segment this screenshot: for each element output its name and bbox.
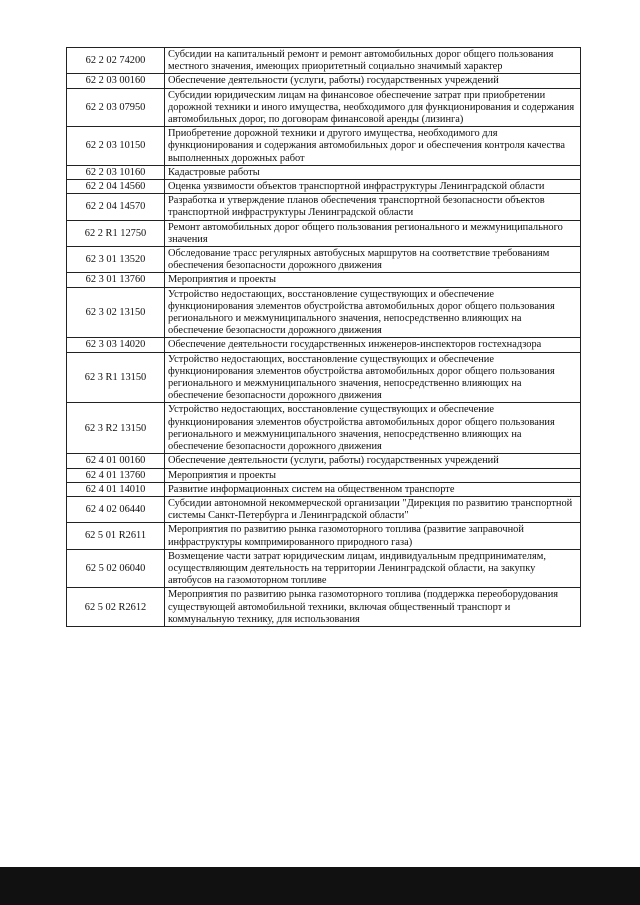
target-article-description: Кадастровые работы xyxy=(165,165,581,179)
table-row xyxy=(67,88,581,127)
target-article-description: Мероприятия и проекты xyxy=(165,468,581,482)
target-article-description: Приобретение дорожной техники и другого имущества, необходимого для функционирования и содержания автомобильных дорог и обеспечения контроля качества выполненных дорожных работ xyxy=(165,127,581,166)
target-article-description: Устройство недостающих, восстановление существующих и обеспечение функционирования элементов обустройства автомобильных дорог общего пользования регионального и межмуниципального значения, непосредственно влияющих на обеспечение безопасности дорожного движения xyxy=(165,352,581,403)
target-article-code: 62 2 04 14570 xyxy=(67,194,165,220)
table-row xyxy=(67,247,581,273)
table-row xyxy=(67,194,581,220)
table-row xyxy=(67,549,581,588)
target-article-description: Мероприятия по развитию рынка газомоторного топлива (поддержка переоборудования существующей автомобильной техники, включая общественный транспорт и коммунальную технику, для использования xyxy=(165,588,581,627)
target-article-code: 62 5 01 R2611 xyxy=(67,523,165,549)
target-article-description: Устройство недостающих, восстановление существующих и обеспечение функционирования элементов обустройства автомобильных дорог общего пользования регионального и межмуниципального значения, непосредственно влияющих на обеспечение безопасности дорожного движения xyxy=(165,287,581,338)
target-article-code: 62 3 01 13520 xyxy=(67,247,165,273)
table-row xyxy=(67,180,581,194)
target-article-code: 62 2 02 74200 xyxy=(67,48,165,74)
table-row xyxy=(67,523,581,549)
table-row xyxy=(67,74,581,88)
target-article-description: Обеспечение деятельности (услуги, работы) государственных учреждений xyxy=(165,454,581,468)
table-body xyxy=(67,48,581,627)
target-article-code: 62 2 03 10160 xyxy=(67,165,165,179)
target-article-description: Субсидии на капитальный ремонт и ремонт автомобильных дорог общего пользования местного значения, имеющих приоритетный социально значимый характер xyxy=(165,48,581,74)
table-row xyxy=(67,273,581,287)
target-article-description: Мероприятия по развитию рынка газомоторного топлива (развитие заправочной инфраструктуры компримированного природного газа) xyxy=(165,523,581,549)
table-row xyxy=(67,482,581,496)
target-article-code: 62 2 03 10150 xyxy=(67,127,165,166)
table-row xyxy=(67,127,581,166)
target-article-code: 62 3 02 13150 xyxy=(67,287,165,338)
target-article-description: Развитие информационных систем на общественном транспорте xyxy=(165,482,581,496)
target-article-description: Обеспечение деятельности государственных инженеров-инспекторов гостехнадзора xyxy=(165,338,581,352)
target-article-code: 62 3 01 13760 xyxy=(67,273,165,287)
table-row xyxy=(67,468,581,482)
target-article-description: Мероприятия и проекты xyxy=(165,273,581,287)
table-row xyxy=(67,352,581,403)
target-article-description: Устройство недостающих, восстановление существующих и обеспечение функционирования элементов обустройства автомобильных дорог общего пользования регионального и межмуниципального значения, непосредственно влияющих на обеспечение безопасности дорожного движения xyxy=(165,403,581,454)
target-article-code: 62 3 03 14020 xyxy=(67,338,165,352)
table-row xyxy=(67,588,581,627)
scan-bottom-border xyxy=(0,867,640,905)
table-row xyxy=(67,403,581,454)
target-article-code: 62 5 02 06040 xyxy=(67,549,165,588)
target-article-code: 62 4 01 13760 xyxy=(67,468,165,482)
target-article-description: Обследование трасс регулярных автобусных маршрутов на соответствие требованиям обеспечения безопасности дорожного движения xyxy=(165,247,581,273)
target-article-description: Субсидии автономной некоммерческой организации "Дирекция по развитию транспортной системы Санкт-Петербурга и Ленинградской области" xyxy=(165,496,581,522)
table-row xyxy=(67,496,581,522)
target-article-code: 62 2 03 00160 xyxy=(67,74,165,88)
table-row xyxy=(67,338,581,352)
table-row xyxy=(67,287,581,338)
target-article-code: 62 4 02 06440 xyxy=(67,496,165,522)
target-article-description: Ремонт автомобильных дорог общего пользования регионального и межмуниципального значения xyxy=(165,220,581,246)
target-article-description: Возмещение части затрат юридическим лицам, индивидуальным предпринимателям, осуществляющим деятельность на территории Ленинградской области, на закупку автобусов на газомоторном топливе xyxy=(165,549,581,588)
target-article-code: 62 2 03 07950 xyxy=(67,88,165,127)
target-article-description: Оценка уязвимости объектов транспортной инфраструктуры Ленинградской области xyxy=(165,180,581,194)
table-row xyxy=(67,220,581,246)
table-row xyxy=(67,165,581,179)
table-row xyxy=(67,454,581,468)
target-article-description: Субсидии юридическим лицам на финансовое обеспечение затрат при приобретении дорожной техники и иного имущества, необходимого для функционирования и содержания автомобильных дорог, по договорам финансовой аренды (лизинга) xyxy=(165,88,581,127)
target-article-code: 62 2 R1 12750 xyxy=(67,220,165,246)
target-article-code: 62 2 04 14560 xyxy=(67,180,165,194)
target-article-code: 62 3 R2 13150 xyxy=(67,403,165,454)
target-article-code: 62 5 02 R2612 xyxy=(67,588,165,627)
budget-classification-table xyxy=(66,47,581,627)
target-article-code: 62 3 R1 13150 xyxy=(67,352,165,403)
target-article-code: 62 4 01 00160 xyxy=(67,454,165,468)
target-article-description: Обеспечение деятельности (услуги, работы) государственных учреждений xyxy=(165,74,581,88)
table-row xyxy=(67,48,581,74)
target-article-description: Разработка и утверждение планов обеспечения транспортной безопасности объектов транспортной инфраструктуры Ленинградской области xyxy=(165,194,581,220)
target-article-code: 62 4 01 14010 xyxy=(67,482,165,496)
